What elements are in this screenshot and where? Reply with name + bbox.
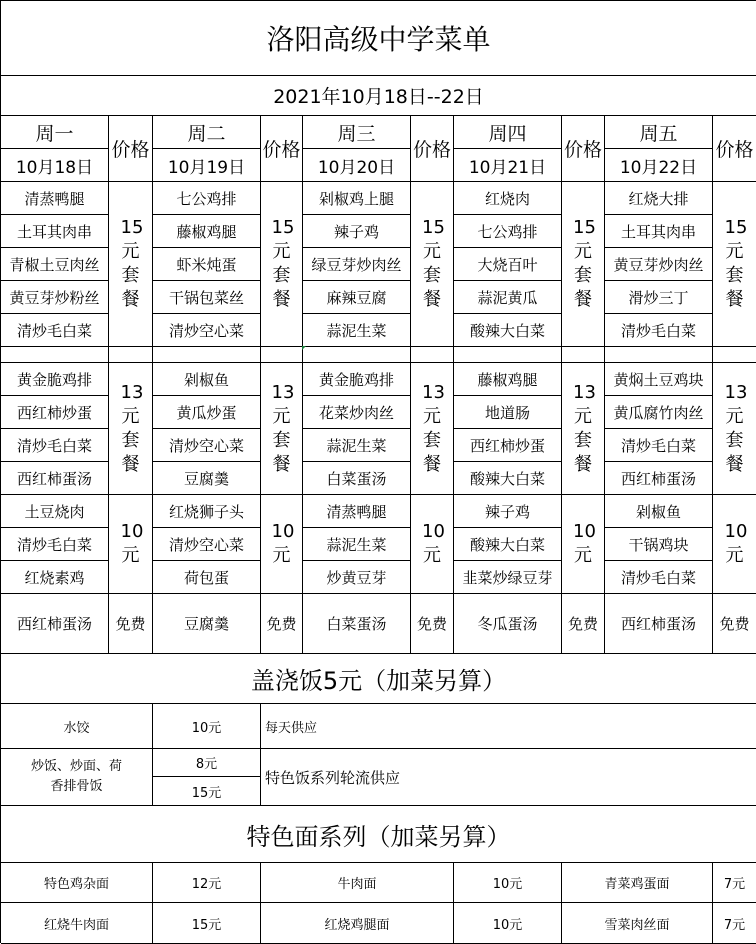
dish-item: 清炒毛白菜 <box>605 561 713 594</box>
dish-item: 清炒毛白菜 <box>605 429 713 462</box>
noodle-name: 青菜鸡蛋面 <box>562 863 713 903</box>
noodle-name: 红烧鸡腿面 <box>261 903 454 944</box>
dish-item: 剁椒鱼 <box>605 495 713 528</box>
dish-item: 干锅包菜丝 <box>153 281 261 314</box>
dish-item: 酸辣大白菜 <box>454 528 562 561</box>
dish-item: 黄瓜腐竹肉丝 <box>605 396 713 429</box>
price-10-label: 10元 <box>120 521 144 566</box>
price-10-set <box>713 495 756 594</box>
dish-item: 清炒空心菜 <box>153 314 261 347</box>
price-header: 价格 <box>562 116 605 182</box>
dish-item: 剁椒鱼 <box>153 363 261 396</box>
separator-cell <box>153 347 261 363</box>
dish-item: 蒜泥生菜 <box>303 429 411 462</box>
noodle-section-header: 特色面系列（加菜另算） <box>1 806 756 863</box>
dish-item: 炒黄豆芽 <box>303 561 411 594</box>
noodle-price: 10元 <box>454 903 562 944</box>
dish-item: 红烧肉 <box>454 182 562 215</box>
dish-item: 七公鸡排 <box>454 215 562 248</box>
price-13-label: 13元套餐 <box>422 381 445 475</box>
dish-item: 清炒空心菜 <box>153 528 261 561</box>
dish-item: 黄豆芽炒粉丝 <box>1 281 109 314</box>
dish-item: 黄豆芽炒肉丝 <box>605 248 713 281</box>
price-header: 价格 <box>713 116 756 182</box>
separator-cell <box>109 347 153 363</box>
dish-item: 红烧狮子头 <box>153 495 261 528</box>
dish-item: 黄金脆鸡排 <box>303 363 411 396</box>
price-13-set <box>562 363 605 495</box>
day-date: 10月21日 <box>454 149 562 182</box>
dish-item: 清蒸鸭腿 <box>303 495 411 528</box>
dish-item: 豆腐羹 <box>153 462 261 495</box>
dish-item: 辣子鸡 <box>303 215 411 248</box>
dish-item: 蒜泥黄瓜 <box>454 281 562 314</box>
dish-item: 绿豆芽炒肉丝 <box>303 248 411 281</box>
price-10-set <box>411 495 454 594</box>
separator-cell <box>454 347 562 363</box>
price-free: 免费 <box>261 594 303 654</box>
free-soup: 西红柿蛋汤 <box>1 594 109 654</box>
dish-item: 藤椒鸡腿 <box>454 363 562 396</box>
date-range: 2021年10月18日--22日 <box>1 76 756 116</box>
rice-section-header: 盖浇饭5元（加菜另算） <box>1 654 756 704</box>
price-13-label: 13元套餐 <box>724 381 748 475</box>
noodle-name: 特色鸡杂面 <box>1 863 153 903</box>
free-soup: 豆腐羹 <box>153 594 261 654</box>
dish-item: 酸辣大白菜 <box>454 462 562 495</box>
dish-item: 剁椒鸡上腿 <box>303 182 411 215</box>
separator-cell <box>261 347 303 363</box>
noodle-price: 7元 <box>713 903 756 944</box>
dish-item: 虾米炖蛋 <box>153 248 261 281</box>
dish-item: 黄焖土豆鸡块 <box>605 363 713 396</box>
free-soup: 白菜蛋汤 <box>303 594 411 654</box>
day-name: 周一 <box>1 116 109 149</box>
noodle-name: 牛肉面 <box>261 863 454 903</box>
day-date: 10月20日 <box>303 149 411 182</box>
price-13-set <box>109 363 153 495</box>
day-date: 10月18日 <box>1 149 109 182</box>
dish-item: 西红柿炒蛋 <box>454 429 562 462</box>
price-15-label: 15元套餐 <box>573 217 596 310</box>
dish-item: 青椒土豆肉丝 <box>1 248 109 281</box>
separator-cell <box>562 347 605 363</box>
dish-item: 麻辣豆腐 <box>303 281 411 314</box>
dish-item: 清炒毛白菜 <box>1 528 109 561</box>
day-date: 10月19日 <box>153 149 261 182</box>
separator-cell <box>1 347 109 363</box>
dish-item: 地道肠 <box>454 396 562 429</box>
dish-item: 白菜蛋汤 <box>303 462 411 495</box>
dish-item: 西红柿蛋汤 <box>1 462 109 495</box>
dumpling-price: 10元 <box>153 704 261 749</box>
cell-comment-marker <box>302 346 306 350</box>
fried-rice-label: 炒饭、炒面、荷香排骨饭 <box>30 759 122 794</box>
dish-item: 花菜炒肉丝 <box>303 396 411 429</box>
price-free: 免费 <box>713 594 756 654</box>
dish-item: 七公鸡排 <box>153 182 261 215</box>
price-13-set <box>261 363 303 495</box>
price-15-set <box>261 182 303 347</box>
price-15-label: 15元套餐 <box>422 217 445 310</box>
dish-item: 土豆烧肉 <box>1 495 109 528</box>
dish-item: 清炒毛白菜 <box>1 314 109 347</box>
day-name: 周五 <box>605 116 713 149</box>
price-15-set <box>109 182 153 347</box>
price-15-label: 15元套餐 <box>724 217 748 310</box>
dish-item: 西红柿炒蛋 <box>1 396 109 429</box>
price-10-set <box>261 495 303 594</box>
dish-item: 土耳其肉串 <box>1 215 109 248</box>
dish-item: 红烧大排 <box>605 182 713 215</box>
dish-item: 土耳其肉串 <box>605 215 713 248</box>
price-header: 价格 <box>109 116 153 182</box>
price-10-label: 10元 <box>573 521 596 566</box>
dish-item: 清蒸鸭腿 <box>1 182 109 215</box>
price-10-set <box>562 495 605 594</box>
price-header: 价格 <box>411 116 454 182</box>
price-10-label: 10元 <box>422 521 445 566</box>
dish-item: 辣子鸡 <box>454 495 562 528</box>
fried-rice-name <box>1 749 153 806</box>
price-13-label: 13元套餐 <box>271 381 295 475</box>
separator-cell <box>303 347 411 363</box>
dish-item: 酸辣大白菜 <box>454 314 562 347</box>
day-date: 10月22日 <box>605 149 713 182</box>
price-13-set <box>713 363 756 495</box>
dish-item: 韭菜炒绿豆芽 <box>454 561 562 594</box>
fried-rice-price-1: 8元 <box>153 749 261 777</box>
price-10-label: 10元 <box>271 521 295 566</box>
noodle-price: 12元 <box>153 863 261 903</box>
separator-cell <box>605 347 713 363</box>
noodle-name: 红烧牛肉面 <box>1 903 153 944</box>
dish-item: 黄金脆鸡排 <box>1 363 109 396</box>
fried-rice-price-2: 15元 <box>153 777 261 806</box>
day-name: 周二 <box>153 116 261 149</box>
dish-item: 滑炒三丁 <box>605 281 713 314</box>
dish-item: 荷包蛋 <box>153 561 261 594</box>
dish-item: 清炒毛白菜 <box>605 314 713 347</box>
price-13-label: 13元套餐 <box>120 381 144 475</box>
separator-cell <box>713 347 756 363</box>
dumpling-name: 水饺 <box>1 704 153 749</box>
day-name: 周四 <box>454 116 562 149</box>
dish-item: 清炒毛白菜 <box>1 429 109 462</box>
dish-item: 清炒空心菜 <box>153 429 261 462</box>
price-15-set <box>562 182 605 347</box>
free-soup: 西红柿蛋汤 <box>605 594 713 654</box>
day-name: 周三 <box>303 116 411 149</box>
price-free: 免费 <box>562 594 605 654</box>
price-10-set <box>109 495 153 594</box>
dish-item: 红烧素鸡 <box>1 561 109 594</box>
dish-item: 干锅鸡块 <box>605 528 713 561</box>
price-free: 免费 <box>411 594 454 654</box>
price-10-label: 10元 <box>724 521 748 566</box>
price-15-label: 15元套餐 <box>120 217 144 310</box>
dish-item: 蒜泥生菜 <box>303 528 411 561</box>
dish-item: 黄瓜炒蛋 <box>153 396 261 429</box>
price-13-set <box>411 363 454 495</box>
dish-item: 蒜泥生菜 <box>303 314 411 347</box>
price-15-set <box>411 182 454 347</box>
noodle-price: 10元 <box>454 863 562 903</box>
noodle-name: 雪菜肉丝面 <box>562 903 713 944</box>
noodle-price: 15元 <box>153 903 261 944</box>
free-soup: 冬瓜蛋汤 <box>454 594 562 654</box>
price-header: 价格 <box>261 116 303 182</box>
noodle-price: 7元 <box>713 863 756 903</box>
dish-item: 西红柿蛋汤 <box>605 462 713 495</box>
price-free: 免费 <box>109 594 153 654</box>
page-title: 洛阳高级中学菜单 <box>1 1 756 76</box>
price-15-label: 15元套餐 <box>271 217 295 310</box>
price-15-set <box>713 182 756 347</box>
fried-rice-note: 特色饭系列轮流供应 <box>261 749 756 806</box>
price-13-label: 13元套餐 <box>573 381 596 475</box>
separator-cell <box>411 347 454 363</box>
dish-item: 藤椒鸡腿 <box>153 215 261 248</box>
dish-item: 大烧百叶 <box>454 248 562 281</box>
dumpling-note: 每天供应 <box>261 704 756 749</box>
